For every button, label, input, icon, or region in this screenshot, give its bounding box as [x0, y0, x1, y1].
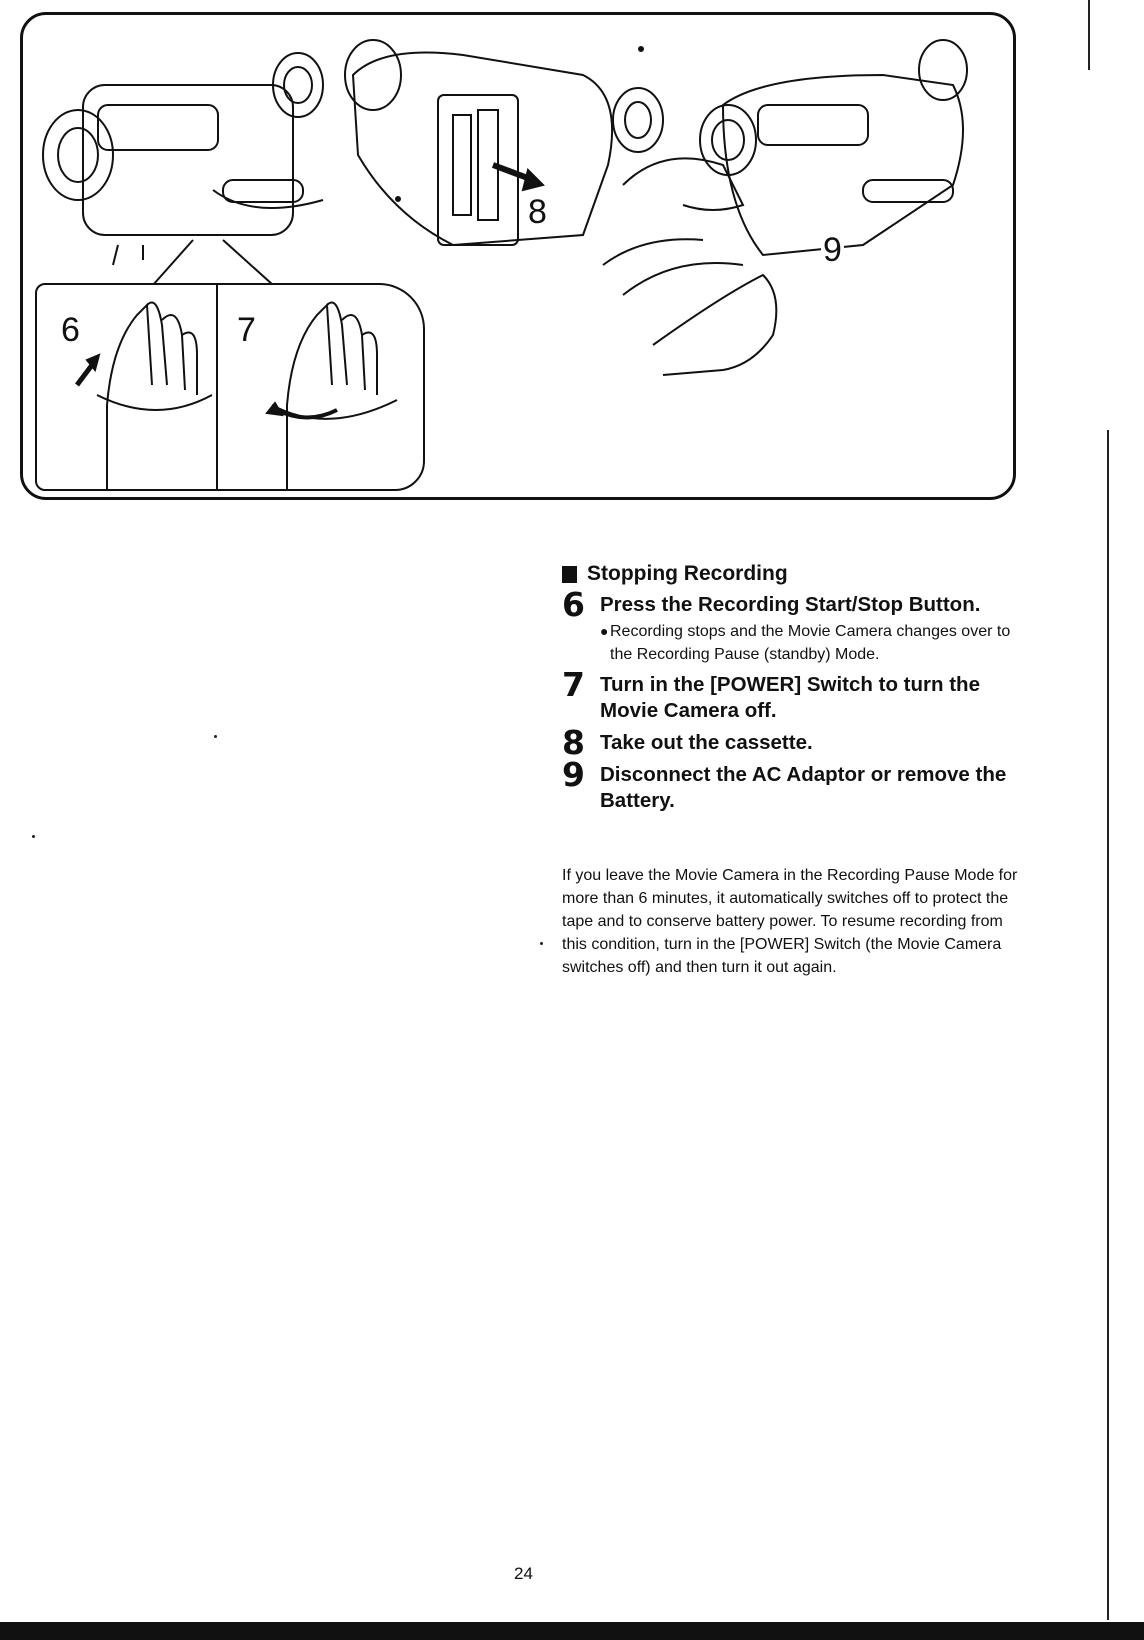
instructions-column	[562, 562, 1032, 820]
inset-illustration-steps-6-7	[35, 283, 425, 491]
step-number: 6	[562, 585, 585, 624]
scan-bottom-edge	[0, 1622, 1144, 1640]
figure-step-label-8: 8	[528, 193, 547, 231]
step-6	[562, 585, 1032, 666]
step-title: Disconnect the AC Adaptor or remove the Battery.	[600, 763, 1007, 812]
figure-step-label-9: 9	[823, 231, 842, 269]
step-note	[600, 620, 1032, 666]
section-title: Stopping Recording	[587, 562, 788, 585]
step-note-text: Recording stops and the Movie Camera changes over to the Recording Pause (standby) Mode.	[610, 623, 1011, 663]
scan-speck	[214, 735, 217, 738]
scan-edge-line	[1088, 0, 1090, 70]
section-heading	[562, 562, 1032, 586]
step-8	[562, 723, 1032, 762]
step-7	[562, 665, 1032, 724]
step-9	[562, 755, 1032, 814]
step-title: Press the Recording Start/Stop Button.	[600, 593, 981, 616]
camera-illustration-1	[43, 53, 323, 285]
dot-bullet-icon: ●	[600, 623, 609, 639]
page-number: 24	[514, 1564, 533, 1583]
figure-step-label-6: 6	[61, 311, 80, 349]
step-number: 9	[562, 755, 585, 794]
camera-illustration-3	[603, 40, 967, 375]
step-number: 7	[562, 665, 585, 704]
step-title: Take out the cassette.	[600, 731, 813, 754]
illustration-frame	[20, 12, 1016, 500]
scan-edge-line	[1107, 430, 1109, 1620]
figure-step-label-7: 7	[237, 311, 256, 349]
scan-speck	[32, 835, 35, 838]
step-number: 8	[562, 723, 585, 762]
step-title: Turn in the [POWER] Switch to turn the Movie Camera off.	[600, 673, 980, 722]
scan-speck	[540, 942, 543, 945]
camera-illustration-2	[345, 40, 663, 245]
note-paragraph: If you leave the Movie Camera in the Recording Pause Mode for more than 6 minutes, it automatically switches off to protect the tape and to conserve battery power. To resume recording from this condition, turn in the [POWER] Switch (the Movie Camera switches off) and then turn it out again.	[562, 867, 1018, 976]
square-bullet-icon	[562, 566, 577, 583]
